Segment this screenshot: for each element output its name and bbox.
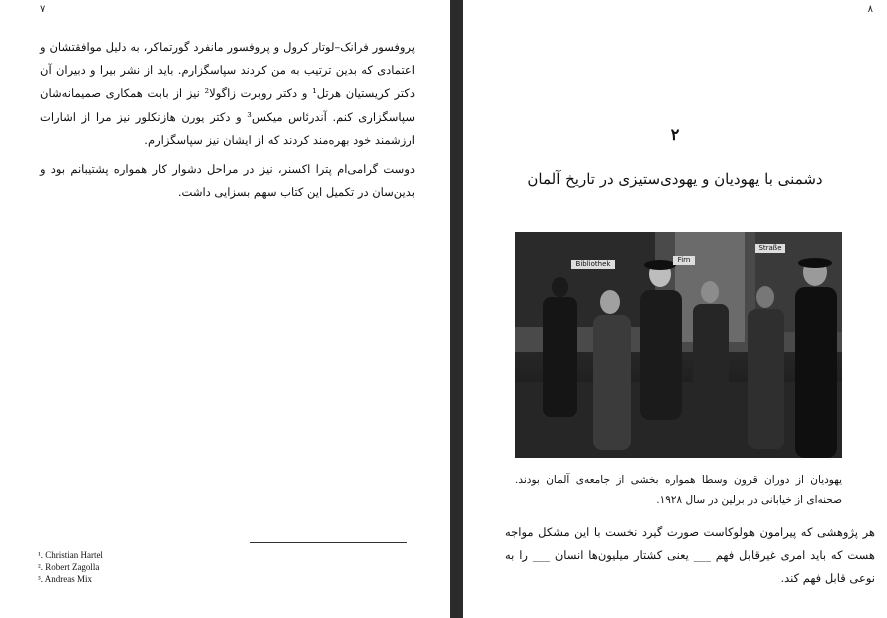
right-page <box>463 0 887 618</box>
shop-sign: Straße <box>755 244 785 253</box>
footnote-divider <box>250 542 407 543</box>
shop-sign: Bibliothek <box>571 260 615 269</box>
footnotes <box>38 549 103 586</box>
intro-paragraph: هر پژوهشی که پیرامون هولوکاست صورت گیرد نخست با این مشکل مواجه هست که باید امری غیرقابل فهم ___ یعنی کشتار میلیون‌ها انسان ___ را به نوعی قابل فهم کند. <box>505 525 875 586</box>
chapter-number: ۲ <box>670 125 680 144</box>
acknowledgement-paragraph-2: دوست گرامی‌ام پترا اکسنر، نیز در مراحل دشوار کار همواره پشتیبانم بود و بدین‌سان در تکمیل این کتاب سهم بسزایی داشت. <box>40 162 415 200</box>
footnote-3: ³. Andreas Mix <box>38 574 92 585</box>
street-scene-illustration <box>515 232 842 458</box>
photo-caption: یهودیان از دوران قرون وسطا همواره بخشی از جامعه‌ی آلمان بودند. صحنه‌ای از خیابانی در برلین در سال ۱۹۲۸. <box>515 474 842 506</box>
footnote-1: ¹. Christian Hartel <box>38 550 103 560</box>
footnote-2: ². Robert Zagolla <box>38 562 100 573</box>
chapter-title: دشمنی با یهودیان و یهودی‌ستیزی در تاریخ آلمان <box>527 170 823 188</box>
shop-sign: Firn <box>673 256 695 265</box>
street-photo <box>515 232 842 458</box>
page-number-left: ۷ <box>40 4 46 15</box>
page-number-right: ۸ <box>867 4 873 15</box>
acknowledgement-paragraph-1: پروفسور فرانک–لوتار کرول و پروفسور مانفرد گورتماکر، به دلیل موافقتشان و اعتمادی که بدین ترتیب به من کردند سپاسگزارم. باید از نشر بیرا و دبیران آن دکتر کریستیان هرتل¹ و دکتر روبرت زاگولا² نیز از بابت همکاری صمیمانه‌شان سپاسگزاری کنم. آندرئاس میکس³ و دکتر یورن هازنکلور نیز مرا از اشارات ارزشمند خود بهره‌مند کردند که از ایشان نیز سپاسگزارم. <box>40 40 415 147</box>
